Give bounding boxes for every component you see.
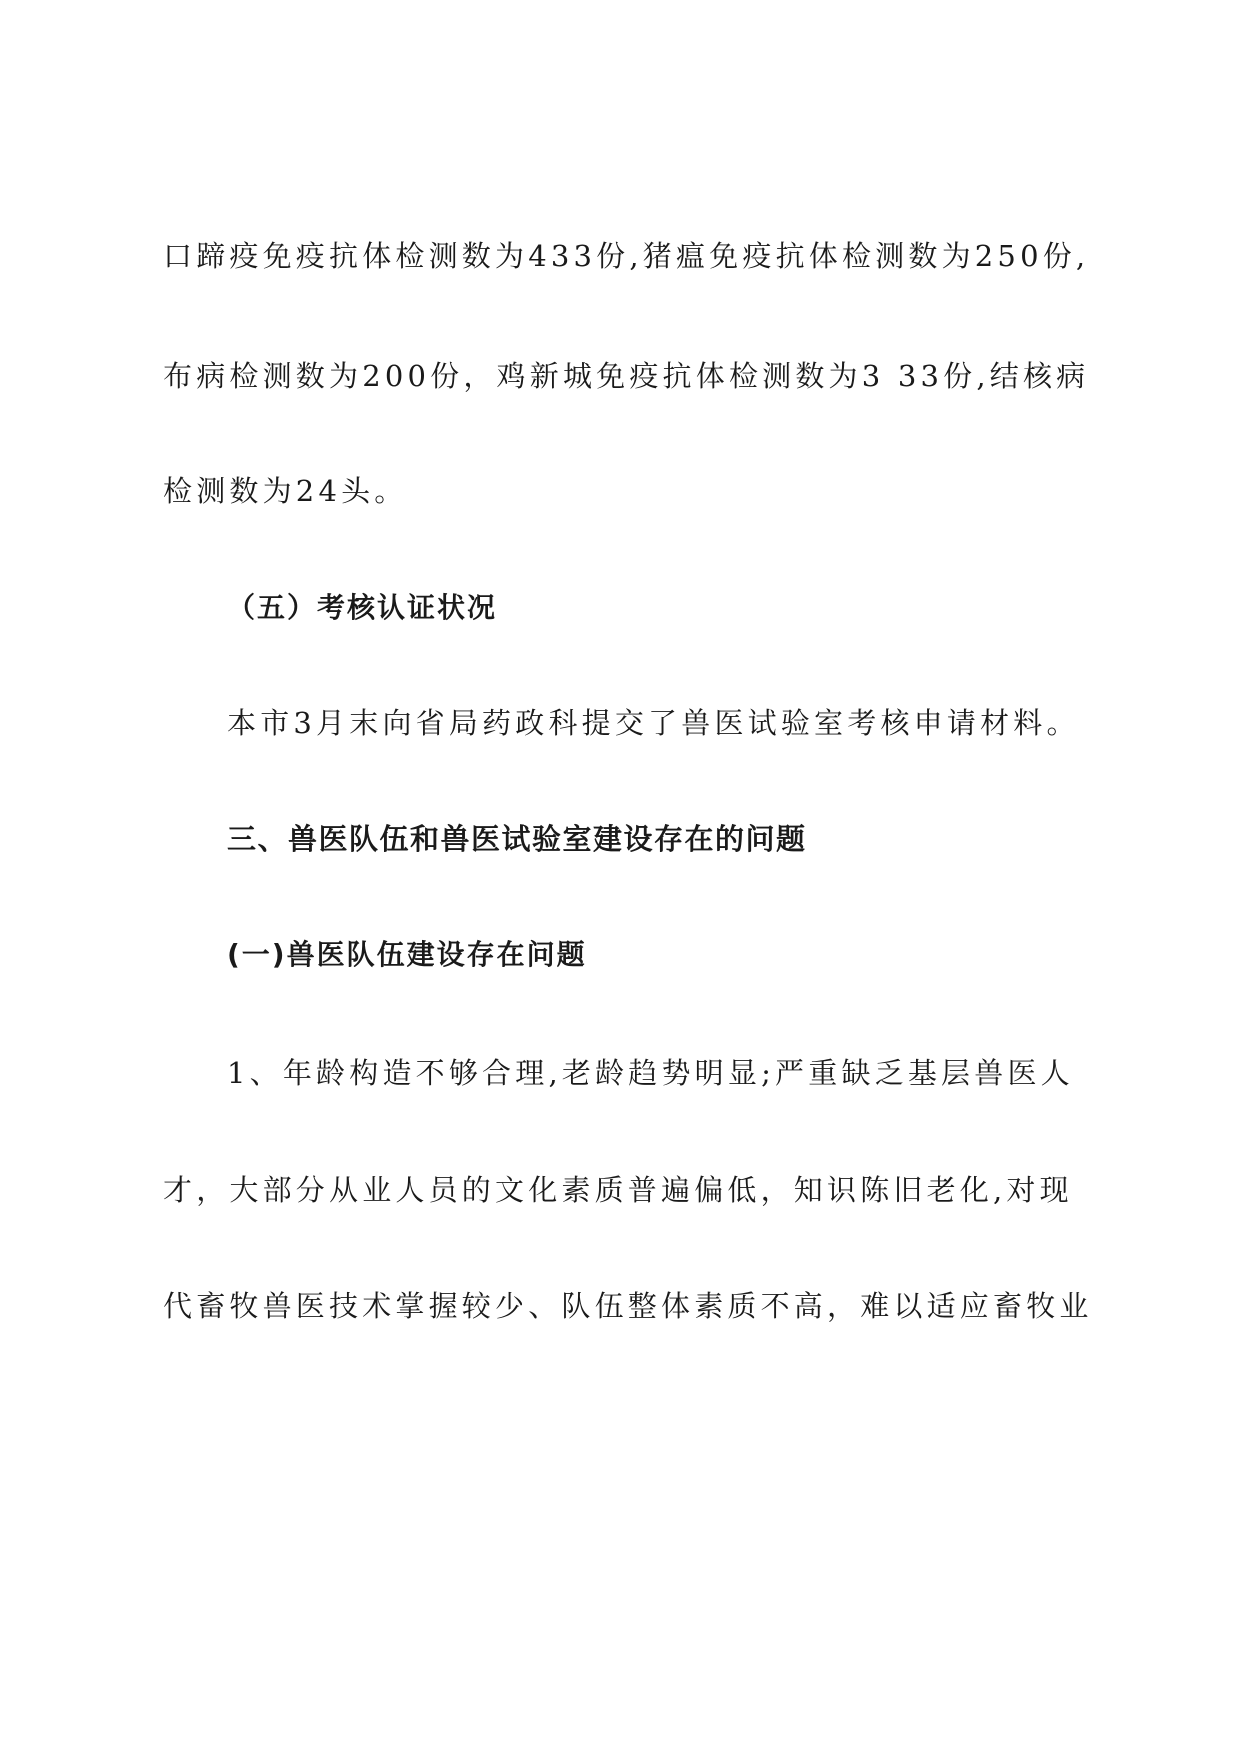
subsection-heading: (一)兽医队伍建设存在问题 bbox=[227, 938, 587, 971]
paragraph-line: 检测数为24头。 bbox=[163, 474, 408, 508]
paragraph-line: 布病检测数为200份，鸡新城免疫抗体检测数为3 33份,结核病 bbox=[163, 359, 1090, 393]
section-heading: （五）考核认证状况 bbox=[227, 591, 498, 624]
part-heading: 三、兽医队伍和兽医试验室建设存在的问题 bbox=[227, 822, 807, 856]
paragraph-line: 口蹄疫免疫抗体检测数为433份,猪瘟免疫抗体检测数为250份, bbox=[163, 239, 1090, 273]
paragraph-line: 才，大部分从业人员的文化素质普遍偏低，知识陈旧老化,对现 bbox=[163, 1173, 1073, 1207]
paragraph-line: 本市3月末向省局药政科提交了兽医试验室考核申请材料。 bbox=[227, 706, 1080, 740]
paragraph-line: 1、年龄构造不够合理,老龄趋势明显;严重缺乏基层兽医人 bbox=[227, 1056, 1074, 1090]
paragraph-line: 代畜牧兽医技术掌握较少、队伍整体素质不高，难以适应畜牧业 bbox=[163, 1289, 1093, 1323]
